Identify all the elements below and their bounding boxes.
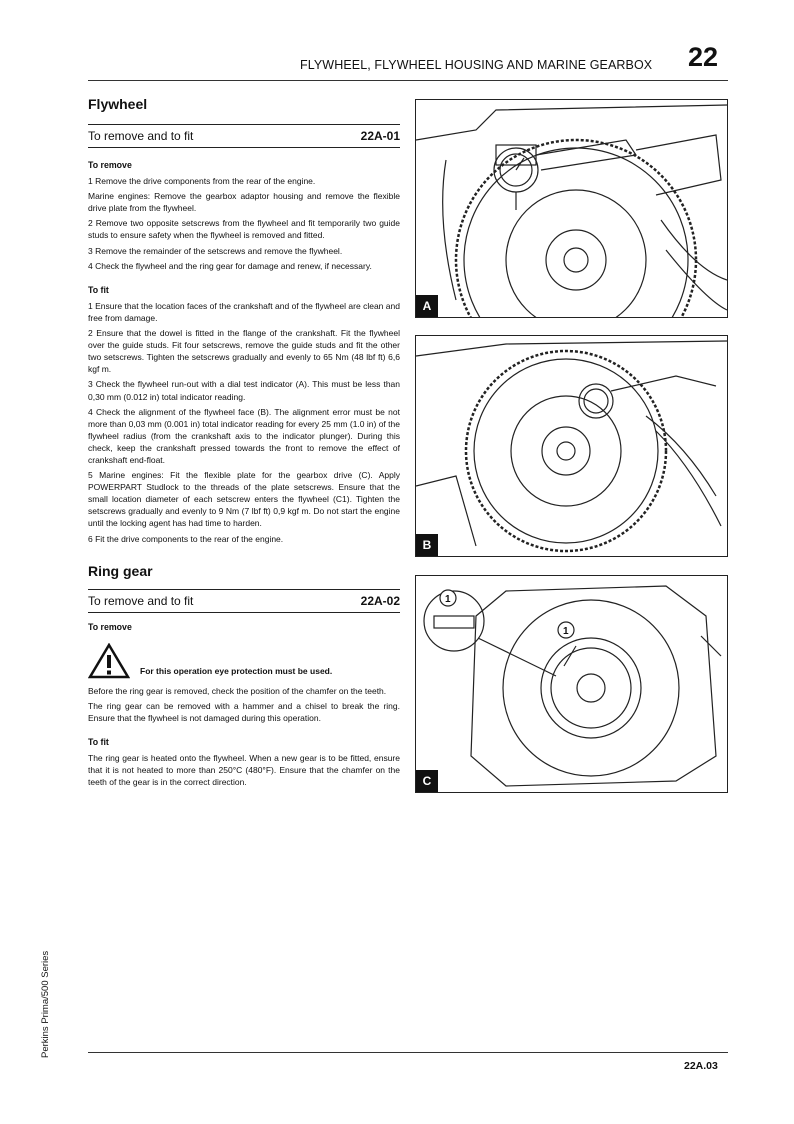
fit-paragraph: The ring gear is heated onto the flywheel. When a new gear is to be fitted, ensure that it is not heated to more than 250°C (480°F). Ensure that the chamfer on the teeth of the gear is in the correct direction. bbox=[88, 753, 400, 788]
chapter-title: FLYWHEEL, FLYWHEEL HOUSING AND MARINE GEARBOX bbox=[300, 58, 653, 72]
fit-step: 4 Check the alignment of the flywheel face (B). The alignment error must be not more than 0,03 mm (0.001 in) total indicator reading for every 25 mm (1.0 in) of the flywheel radius (from the crankshaft axis to the indicator plunger). During this check, keep the crankshaft pressed towards the front to remove the effect of crankshaft end-float. bbox=[88, 406, 400, 465]
ring-gear-section-title: Ring gear bbox=[88, 562, 153, 579]
ring-gear-fit-block bbox=[88, 736, 400, 788]
footer-rule bbox=[88, 1052, 728, 1053]
figure-a bbox=[415, 99, 728, 318]
fit-step: 3 Check the flywheel run-out with a dial test indicator (A). This must be less than 0,30 mm (0.012 in) total indicator reading. bbox=[88, 379, 400, 402]
remove-step: 4 Check the flywheel and the ring gear for damage and renew, if necessary. bbox=[88, 260, 372, 271]
fit-step: 6 Fit the drive components to the rear of the engine. bbox=[88, 533, 284, 544]
remove-step: 1 Remove the drive components from the rear of the engine. bbox=[88, 176, 316, 187]
remove-step: 3 Remove the remainder of the setscrews and remove the flywheel. bbox=[88, 245, 343, 256]
operation-code: 22A-01 bbox=[360, 129, 400, 143]
warning-text: For this operation eye protection must be used. bbox=[140, 665, 333, 676]
fit-heading: To fit bbox=[88, 737, 109, 747]
figure-label: C bbox=[416, 770, 438, 792]
flywheel-section-title: Flywheel bbox=[88, 96, 148, 112]
flexible-drive-plate-illustration bbox=[416, 576, 727, 792]
figure-c bbox=[415, 575, 728, 793]
ring-gear-remove-block bbox=[88, 621, 400, 724]
page-number: 22A.03 bbox=[684, 1060, 718, 1072]
fit-step: 1 Ensure that the location faces of the crankshaft and of the flywheel are clean and free from damage. bbox=[88, 300, 400, 323]
callout-number: 1 bbox=[445, 594, 451, 605]
remove-heading: To remove bbox=[88, 160, 132, 170]
remove-step: Marine engines: Remove the gearbox adaptor housing and remove the flexible drive plate from the flywheel. bbox=[88, 191, 400, 214]
header-rule bbox=[88, 80, 728, 81]
warning-row bbox=[88, 643, 400, 679]
remove-paragraph: The ring gear can be removed with a hammer and a chisel to break the ring. Ensure that the flywheel is not damaged during this operation. bbox=[88, 700, 400, 723]
callout-number: 1 bbox=[563, 626, 569, 637]
figure-b bbox=[415, 335, 728, 557]
flywheel-face-alignment-illustration bbox=[416, 336, 727, 556]
warning-triangle-icon bbox=[88, 643, 130, 679]
flywheel-remove-block bbox=[88, 159, 400, 272]
chapter-number: 22 bbox=[688, 42, 719, 72]
fit-heading: To fit bbox=[88, 284, 109, 295]
flywheel-fit-block bbox=[88, 284, 400, 545]
remove-paragraph: Before the ring gear is removed, check the position of the chamfer on the teeth. bbox=[88, 685, 387, 696]
fit-step: 5 Marine engines: Fit the flexible plate for the gearbox drive (C). Apply POWERPART Studlock to the threads of the plate setscrews. Ensure that the small location diameter of each setscrew enters the flywheel (C1). Tighten the setscrews gradually and evenly to 9 Nm (7 lbf ft) 0,9 kgf m. Do not start the engine until the locking agent has had time to harden. bbox=[88, 470, 400, 529]
operation-code: 22A-02 bbox=[360, 593, 400, 608]
left-column bbox=[88, 96, 400, 791]
operation-title: To remove and to fit bbox=[88, 129, 194, 143]
figure-label: A bbox=[416, 295, 438, 317]
fit-step: 2 Ensure that the dowel is fitted in the flange of the crankshaft. Fit the flywheel over the guide studs. Fit four setscrews, remove the guide studs and fit the other two setscrews. Tighten the setscrews gradually and evenly to 65 Nm (48 lbf ft) 6,6 kgf m. bbox=[88, 328, 400, 375]
flywheel-dial-indicator-illustration bbox=[416, 100, 727, 317]
ring-gear-operation-bar bbox=[88, 589, 400, 613]
flywheel-operation-bar bbox=[88, 124, 400, 148]
series-side-text: Perkins Prima/500 Series bbox=[40, 950, 51, 1058]
remove-step: 2 Remove two opposite setscrews from the flywheel and fit temporarily two guide studs to ensure safety when the flywheel is removed and fitted. bbox=[88, 218, 400, 241]
remove-heading: To remove bbox=[88, 621, 132, 632]
figure-label: B bbox=[416, 534, 438, 556]
operation-title: To remove and to fit bbox=[88, 593, 194, 608]
